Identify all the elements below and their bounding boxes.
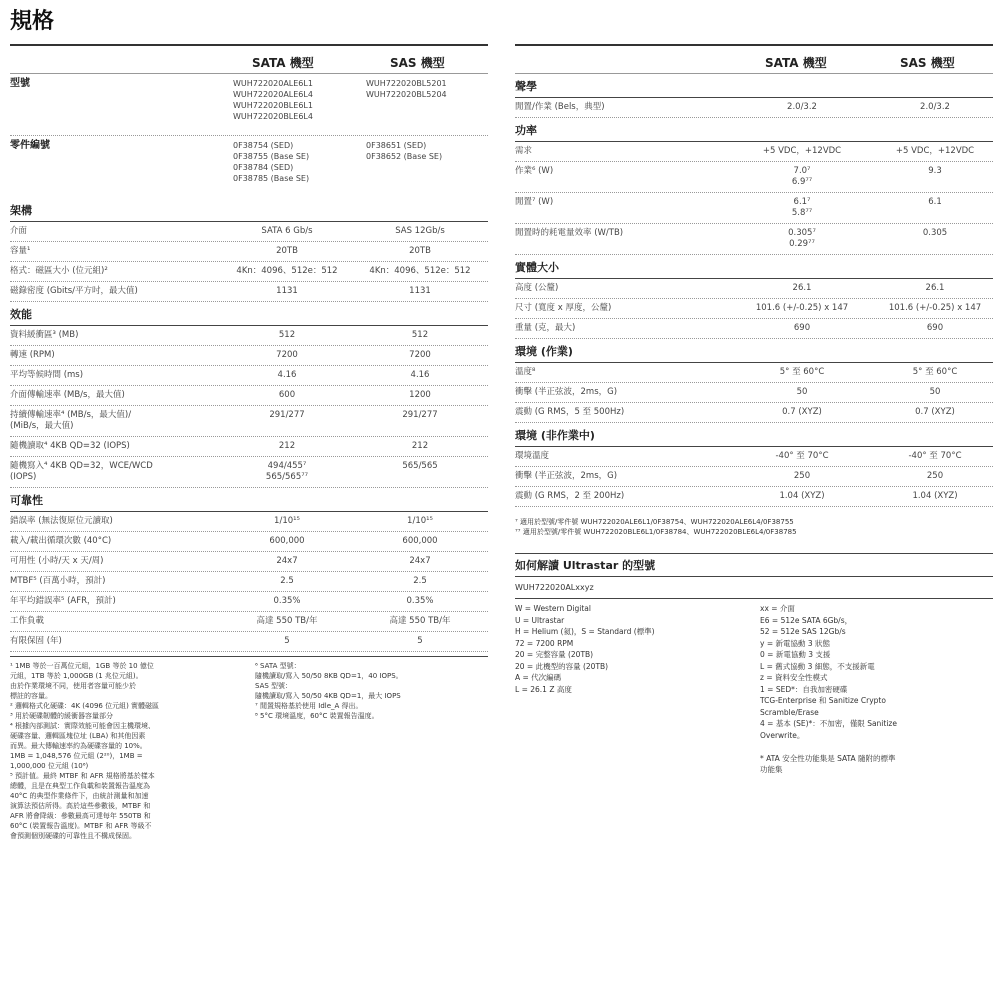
decode-title: 如何解讀 Ultrastar 的型號 xyxy=(515,553,993,577)
spec-row xyxy=(515,487,993,507)
header-sas: SAS 機型 xyxy=(390,56,445,70)
footnote-line: ³ 用於硬碟韌體的緩衝器容量部分 xyxy=(10,712,114,720)
spec-value-sas: 26.1 xyxy=(925,283,945,293)
model-number: WUH722020BL5201 xyxy=(366,79,447,88)
decode-right-list xyxy=(760,603,990,776)
spec-row xyxy=(10,386,488,406)
spec-row xyxy=(10,437,488,457)
footnote-line: SAS 型號： xyxy=(255,682,293,690)
spec-row xyxy=(515,447,993,467)
footnote-line: 隨機讀取/寫入 50/50 4KB QD=1，最大 IOPS xyxy=(255,692,401,700)
spec-label: 作業⁶ (W) xyxy=(515,166,554,176)
footnote-line: 硬碟容量、邏輯區塊位址 (LBA) 和其他因素 xyxy=(10,732,146,740)
spec-value-sata: 7200 xyxy=(276,350,298,360)
footnote-line: 標註的容量。 xyxy=(10,692,52,700)
section-env-nonoperating: 環境 (非作業中) xyxy=(515,423,993,447)
spec-label: 尺寸 (寬度 x 厚度，公釐) xyxy=(515,303,612,313)
spec-value-sata: 600 xyxy=(278,390,296,400)
spec-row xyxy=(10,572,488,592)
spec-label: 衝擊 (半正弦波，2ms，G) xyxy=(515,387,618,397)
spec-value-sas: 2.5 xyxy=(413,576,427,586)
footnote-line: 60°C (裝置報告溫度)。MTBF 和 AFR 等級不 xyxy=(10,822,152,830)
part-number: 0F38784 (SED) xyxy=(233,163,294,172)
spec-label: 震動 (G RMS，2 至 200Hz) xyxy=(515,491,625,501)
reliability-rows xyxy=(10,512,488,652)
footnotes-b xyxy=(255,661,485,721)
section-power: 功率 xyxy=(515,118,993,142)
model-row xyxy=(10,74,488,136)
spec-value-sata: 690 xyxy=(793,323,811,333)
decode-line: H = Helium (氦)，S = Standard (標準) xyxy=(515,627,655,636)
decode-line: 4 = 基本 (SE)*：不加密，僅限 Sanitize xyxy=(760,719,897,728)
decode-line: Overwrite。 xyxy=(760,730,805,740)
decode-line: xx = 介面 xyxy=(760,604,795,613)
spec-row xyxy=(10,262,488,282)
footnote-line: 隨機讀取/寫入 50/50 8KB QD=1，40 IOPS。 xyxy=(255,672,403,680)
model-notes xyxy=(515,517,993,537)
model-number: WUH722020BLE6L1 xyxy=(233,101,313,110)
footnote-line: 由於作業環境不同，使用者容量可能少於 xyxy=(10,682,136,690)
header-sas-right: SAS 機型 xyxy=(900,56,955,70)
spec-value-sas: 高達 550 TB/年 xyxy=(389,616,451,626)
env-nonoperating-rows xyxy=(515,447,993,507)
spec-label: 重量 (克，最大) xyxy=(515,323,576,333)
section-acoustic: 聲學 xyxy=(515,74,993,98)
section-reliability: 可靠性 xyxy=(10,488,488,512)
spec-value-sas: 1131 xyxy=(409,286,431,296)
spec-label: 閒置⁷ (W) xyxy=(515,197,554,207)
spec-row xyxy=(10,406,488,437)
decode-line: 功能集 xyxy=(760,765,783,774)
spec-row xyxy=(515,319,993,339)
spec-value-sas: 1200 xyxy=(409,390,431,400)
decode-line: 52 = 512e SAS 12Gb/s xyxy=(760,627,846,636)
decode-line: W = Western Digital xyxy=(515,604,591,613)
spec-value-sas: 24x7 xyxy=(409,556,431,566)
spec-label: 環境溫度 xyxy=(515,451,550,461)
spec-value-sata: 24x7 xyxy=(276,556,298,566)
model-number: WUH722020BL5204 xyxy=(366,90,447,99)
spec-value-sata: -40° 至 70°C xyxy=(775,451,829,461)
spec-value-sata: 212 xyxy=(278,441,296,451)
spec-label: 載入/載出循環次數 (40°C) xyxy=(10,536,112,546)
right-header xyxy=(515,44,993,74)
spec-row xyxy=(515,299,993,319)
spec-value-sas: 512 xyxy=(411,330,429,340)
spec-row xyxy=(515,162,993,193)
spec-label: 有限保固 (年) xyxy=(10,636,62,646)
decode-line: E6 = 512e SATA 6Gb/s， xyxy=(760,615,853,625)
decode-line: 72 = 7200 RPM xyxy=(515,638,574,648)
spec-label: 閒置時的耗電量效率 (W/TB) xyxy=(515,228,624,238)
spec-row xyxy=(515,383,993,403)
spec-row xyxy=(10,532,488,552)
spec-label: 年平均錯誤率⁵ (AFR，預計) xyxy=(10,596,116,606)
part-sata-list xyxy=(233,140,309,184)
spec-label: 持續傳輸速率⁴ (MB/s，最大值)/ (MiB/s，最大值) xyxy=(10,410,132,431)
spec-value-sas: 2.0/3.2 xyxy=(920,102,950,112)
spec-row xyxy=(10,612,488,632)
spec-row xyxy=(515,363,993,383)
footnote-line: ⁴ 根據內部測試：實際效能可能會因主機環境、 xyxy=(10,722,156,730)
spec-label: 轉速 (RPM) xyxy=(10,350,55,360)
decode-line: * ATA 安全性功能集是 SATA 隨附的標準 xyxy=(760,753,896,763)
spec-value-sata: 1131 xyxy=(276,286,298,296)
physical-rows xyxy=(515,279,993,339)
spec-value-sata: SATA 6 Gb/s xyxy=(261,226,313,236)
decode-line: 20 = 此機型的容量 (20TB) xyxy=(515,661,609,671)
spec-value-sas: 212 xyxy=(411,441,429,451)
spec-label: 錯誤率 (無法復原位元讀取) xyxy=(10,516,113,526)
spec-value-sata: +5 VDC，+12VDC xyxy=(762,146,842,156)
spec-value-sas: 0.305 xyxy=(922,228,948,238)
note-line: ⁷ 適用於型號/零件號 WUH722020ALE6L1/0F38754、WUH722020ALE6L4/0F38755 xyxy=(515,518,794,526)
spec-row xyxy=(515,279,993,299)
spec-label: 格式：磁區大小 (位元組)² xyxy=(10,266,108,276)
decode-code: WUH722020ALxxyz xyxy=(515,577,993,599)
spec-value-sas: 20TB xyxy=(409,246,431,256)
spec-value-sas: 5° 至 60°C xyxy=(912,367,958,377)
spec-value-sas: 101.6 (+/-0.25) x 147 xyxy=(888,303,982,313)
part-number: 0F38785 (Base SE) xyxy=(233,174,310,183)
spec-label: 介面 xyxy=(10,226,28,236)
footnote-line: ¹ 1MB 等於一百萬位元組，1GB 等於 10 億位 xyxy=(10,662,154,670)
footnote-line: ⁸ 5°C 環境溫度，60°C 裝置報告溫度。 xyxy=(255,712,379,720)
model-sata-list xyxy=(233,78,313,122)
spec-value-sata: 26.1 xyxy=(792,283,812,293)
spec-row xyxy=(10,512,488,532)
spec-value-sata: 6.1⁷ 5.8⁷⁷ xyxy=(791,197,813,218)
footnote-line: ⁶ SATA 型號： xyxy=(255,662,301,670)
spec-value-sata: 20TB xyxy=(276,246,298,256)
footnote-line: ² 邏輯格式化硬碟：4K (4096 位元組) 實體磁區 xyxy=(10,702,160,710)
spec-value-sas: 565/565 xyxy=(402,461,438,471)
spec-value-sata: 494/455⁷ 565/565⁷⁷ xyxy=(265,461,309,482)
left-spec-table xyxy=(10,44,488,916)
decode-line: 0 = 新電協動 3 支援 xyxy=(760,650,831,659)
spec-row xyxy=(10,366,488,386)
spec-label: 容量¹ xyxy=(10,246,31,256)
spec-value-sas: SAS 12Gb/s xyxy=(395,226,445,236)
spec-value-sata: 5° 至 60°C xyxy=(779,367,825,377)
spec-value-sata: 5 xyxy=(284,636,290,646)
spec-row xyxy=(10,346,488,366)
footnote-line: 總體，且是在典型工作負載和裝置報告溫度為 xyxy=(10,782,150,790)
spec-value-sas: 7200 xyxy=(409,350,431,360)
footnote-line: 演算法預估所得。高於這些參數後，MTBF 和 xyxy=(10,802,151,810)
spec-label: 需求 xyxy=(515,146,533,156)
spec-value-sas: 50 xyxy=(929,387,941,397)
right-spec-table xyxy=(515,44,993,839)
model-label: 型號 xyxy=(10,78,30,89)
spec-value-sas: 6.1 xyxy=(928,197,942,207)
spec-row xyxy=(10,592,488,612)
part-number: 0F38755 (Base SE) xyxy=(233,152,310,161)
spec-value-sas: 600,000 xyxy=(402,536,438,546)
part-label: 零件編號 xyxy=(10,140,50,151)
spec-row xyxy=(10,222,488,242)
spec-label: 可用性 (小時/天 x 天/周) xyxy=(10,556,104,566)
decode-line: 20 = 完整容量 (20TB) xyxy=(515,650,594,659)
header-sata: SATA 機型 xyxy=(252,56,314,70)
part-row xyxy=(10,136,488,198)
spec-label: 介面傳輸速率 (MB/s，最大值) xyxy=(10,390,125,400)
spec-value-sata: 2.0/3.2 xyxy=(787,102,817,112)
spec-row xyxy=(515,193,993,224)
spec-label: 磁錄密度 (Gbits/平方吋，最大值) xyxy=(10,286,138,296)
spec-value-sas: 690 xyxy=(926,323,944,333)
acoustic-rows xyxy=(515,98,993,118)
spec-row xyxy=(515,403,993,423)
footnote-line: 會預測個別硬碟的可靠性且不構成保固。 xyxy=(10,832,136,840)
spec-value-sata: 4.16 xyxy=(277,370,297,380)
page-title: 規格 xyxy=(10,9,55,34)
spec-value-sata: 512 xyxy=(278,330,296,340)
footnote-line: 元組，1TB 等於 1,000GB (1 兆位元組)。 xyxy=(10,672,143,680)
spec-value-sata: 291/277 xyxy=(269,410,305,420)
spec-value-sas: 0.7 (XYZ) xyxy=(915,407,955,417)
decode-line: L = 舊式協動 3 細態，不支援新電 xyxy=(760,661,875,671)
decode-line: L = 26.1 Z 高度 xyxy=(515,684,572,694)
footnotes-a xyxy=(10,661,240,841)
footnote-line: 1,000,000 位元組 (10⁶) xyxy=(10,762,89,770)
spec-value-sata: 4Kn：4096、512e：512 xyxy=(236,266,338,276)
spec-row xyxy=(515,224,993,255)
decode-line: 1 = SED*：自我加密硬碟 xyxy=(760,684,848,694)
spec-value-sas: 4Kn：4096、512e：512 xyxy=(369,266,471,276)
decode-line: A = 代次編碼 xyxy=(515,673,562,682)
spec-row xyxy=(10,282,488,302)
section-architecture: 架構 xyxy=(10,198,488,222)
spec-label: 震動 (G RMS，5 至 500Hz) xyxy=(515,407,625,417)
spec-value-sata: 7.0⁷ 6.9⁷⁷ xyxy=(791,166,813,187)
left-header xyxy=(10,44,488,74)
section-env-operating: 環境 (作業) xyxy=(515,339,993,363)
spec-label: MTBF⁵ (百萬小時，預計) xyxy=(10,576,106,586)
decode-body xyxy=(515,599,993,839)
power-rows xyxy=(515,142,993,255)
part-number: 0F38754 (SED) xyxy=(233,141,294,150)
decode-line: TCG-Enterprise 和 Sanitize Crypto xyxy=(760,696,886,705)
spec-label: 平均等候時間 (ms) xyxy=(10,370,84,380)
spec-value-sata: 2.5 xyxy=(280,576,294,586)
decode-line: z = 資料安全性模式 xyxy=(760,673,828,682)
spec-value-sas: 1/10¹⁵ xyxy=(407,516,433,526)
footnote-line: ⁵ 預計值。最終 MTBF 和 AFR 規格將基於樣本 xyxy=(10,772,155,780)
spec-row xyxy=(10,242,488,262)
spec-label: 隨機讀取⁴ 4KB QD=32 (IOPS) xyxy=(10,441,130,451)
spec-value-sas: 291/277 xyxy=(402,410,438,420)
spec-value-sata: 0.7 (XYZ) xyxy=(782,407,822,417)
spec-label: 溫度⁸ xyxy=(515,367,536,377)
spec-value-sata: 0.35% xyxy=(273,596,301,606)
spec-value-sata: 101.6 (+/-0.25) x 147 xyxy=(755,303,849,313)
footnote-line: AFR 將會降級：參數最高可達每年 550TB 和 xyxy=(10,812,151,820)
model-number: WUH722020ALE6L1 xyxy=(233,79,313,88)
spec-value-sas: 9.3 xyxy=(928,166,942,176)
model-number: WUH722020ALE6L4 xyxy=(233,90,313,99)
spec-value-sas: -40° 至 70°C xyxy=(908,451,962,461)
spec-value-sas: 0.35% xyxy=(406,596,434,606)
spec-label: 閒置/作業 (Bels，典型) xyxy=(515,102,605,112)
spec-label: 工作負載 xyxy=(10,616,45,626)
section-physical: 實體大小 xyxy=(515,255,993,279)
footnote-line: ⁷ 閒置規格基於使用 Idle_A 得出。 xyxy=(255,702,363,710)
env-operating-rows xyxy=(515,363,993,423)
spec-row xyxy=(10,552,488,572)
spec-value-sata: 600,000 xyxy=(269,536,305,546)
footnote-line: 而異。最大傳輸速率約為硬碟容量的 10%。 xyxy=(10,742,147,750)
spec-label: 資料緩衝區³ (MB) xyxy=(10,330,79,340)
spec-row xyxy=(515,467,993,487)
spec-row xyxy=(515,142,993,162)
spec-value-sas: 250 xyxy=(926,471,944,481)
spec-value-sas: 5 xyxy=(417,636,423,646)
part-sas-list xyxy=(366,140,442,162)
spec-value-sata: 1/10¹⁵ xyxy=(274,516,300,526)
architecture-rows xyxy=(10,222,488,302)
spec-value-sas: 1.04 (XYZ) xyxy=(912,491,958,501)
decode-line: U = Ultrastar xyxy=(515,615,565,625)
performance-rows xyxy=(10,326,488,488)
spec-row xyxy=(10,632,488,652)
spec-value-sas: +5 VDC，+12VDC xyxy=(895,146,975,156)
model-sas-list xyxy=(366,78,447,100)
spec-label: 高度 (公釐) xyxy=(515,283,559,293)
header-sata-right: SATA 機型 xyxy=(765,56,827,70)
spec-value-sata: 高達 550 TB/年 xyxy=(256,616,318,626)
spec-label: 衝擊 (半正弦波，2ms，G) xyxy=(515,471,618,481)
decode-line: y = 新電協動 3 狀態 xyxy=(760,638,831,648)
section-performance: 效能 xyxy=(10,302,488,326)
spec-value-sata: 1.04 (XYZ) xyxy=(779,491,825,501)
part-number: 0F38651 (SED) xyxy=(366,141,427,150)
spec-value-sata: 250 xyxy=(793,471,811,481)
spec-row xyxy=(10,326,488,346)
spec-value-sas: 4.16 xyxy=(410,370,430,380)
spec-label: 隨機寫入⁴ 4KB QD=32，WCE/WCD (IOPS) xyxy=(10,461,153,482)
footnote-line: 40°C 的典型作業條件下，由統計測量和加速 xyxy=(10,792,149,800)
decode-line xyxy=(760,741,990,753)
note-line: ⁷⁷ 適用於型號/零件號 WUH722020BLE6L1/0F38784、WUH722020BLE6L4/0F38785 xyxy=(515,528,797,536)
footnote-line: 1MB = 1,048,576 位元組 (2²⁰)，1MB = xyxy=(10,752,143,760)
model-number: WUH722020BLE6L4 xyxy=(233,112,313,121)
spec-row xyxy=(515,98,993,118)
left-footnotes xyxy=(10,656,488,916)
spec-row xyxy=(10,457,488,488)
part-number: 0F38652 (Base SE) xyxy=(366,152,443,161)
spec-value-sata: 0.305⁷ 0.29⁷⁷ xyxy=(788,228,816,249)
decode-line: Scramble/Erase xyxy=(760,707,819,717)
spec-value-sata: 50 xyxy=(796,387,808,397)
decode-left-list xyxy=(515,603,745,695)
